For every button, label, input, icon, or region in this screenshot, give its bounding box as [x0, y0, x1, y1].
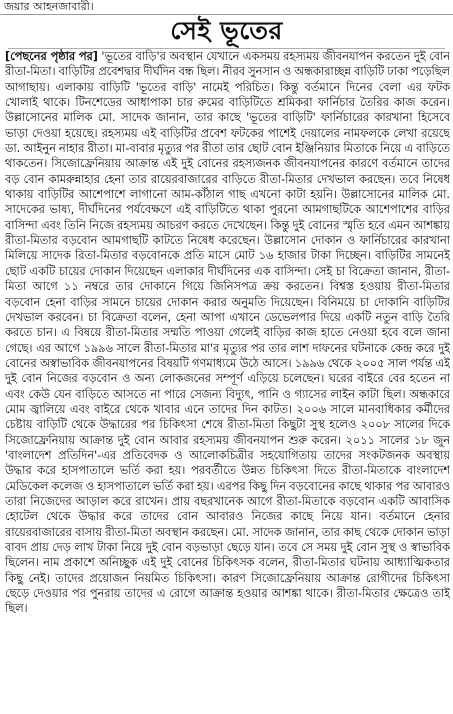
article-body	[5, 49, 450, 714]
continued-from-label: [পেছনের পৃষ্ঠার পর]	[5, 50, 98, 63]
previous-article-tail: জয়ার আহনজাবারী।	[4, 0, 94, 13]
article-headline: সেই ভূতের	[170, 16, 283, 45]
article-text: 'ভূতের বাড়ি'র অবস্থান যেখানে একসময় রহস্যময় জীবনযাপন করতেন দুই বোন রীতা-মিতা। বাড়িটির প্রবেশদ্বার দীর্ঘদিন বন্ধ ছিল। নীরব সুনসান ও অন্ধকারাচ্ছন্ন বাড়িটি ঢাকা পড়েছিল আগাছায়। এলাকায় বাড়িটি 'ভূতের বাড়ি' নামেই পরিচিত। কিন্তু বর্তমানে দিনের বেলা এর ফটক খোলাই থাকে। টিনশেডের আধাপাকা চার রুমের বাড়িটিতে শ্রমিকরা ফার্নিচার তৈরির কাজ করেন। উল্লাসোনের মালিক মো. সাদেক জানান, তার কাছে 'ভূতের বাড়িটি' ফার্নিচারের কারখানা হিসেবে ভাড়া দেওয়া হয়েছে। রহস্যময় এই বাড়িটির প্রবেশ ফটকের পাশেই দেয়ালের নামফলকে লেখা রয়েছে ডা. আইনুন নাহার রীতা। মা-বাবার মৃত্যুর পর রীতা তার ছোট বোন ইঞ্জিনিয়ার মিতাকে নিয়ে এ বাড়িতে থাকতেন। সিজোফ্রেনিয়ায় আক্রান্ত এই দুই বোনের রহস্যজনক জীবনযাপনের কারণে বর্তমানে তাদের বড় বোন কামরুন্নাহার হেনা তার রায়েরবাজারের বাড়িতে রীতা-মিতার দেখভাল করছেন। তবে নিষেধ থাকায় বাড়িটির আশেপাশে লাগানো আম-কাঁঠাল গাছ এখনো কাটা হয়নি। উল্লাসোনের মালিক মো. সাদেকের ভাষ্য, দীর্ঘদিনের পর্যবেক্ষণে এই বাড়িটিতে থাকা পুরনো আমগাছটিকে আশেপাশের বাড়ির বাসিন্দা এবং তিনি নিজে রহস্যময় আচরণ করতে দেখেছেন। কিন্তু দুই বোনের স্মৃতি হবে এমন আশঙ্কায় রীতা-মিতার বড়বোন আমগাছটি কাটতে নিষেধ করেছেন। উল্লাসোন দোকান ও ফার্নিচারের কারখানা মিলিয়ে সাদেক রিতা-মিতার বড়বোনকে প্রতি মাসে মোট ১৬ হাজার টাকা দিচ্ছেন। বাড়িটির সামনেই ছোট একটি চায়ের দোকান দিয়েছেন এলাকার দীর্ঘদিনের এক বাসিন্দা। সেই চা বিক্রেতা জানান, রীতা-মিতা আগে ১১ নম্বরে তার দোকানে গিয়ে জিনিসপত্র ক্রয় করতেন। বিশ্বস্ত হওয়ায় রীতা-মিতার বড়বোন হেনা বাড়ির সামনে চায়ের দোকান করার অনুমতি দিয়েছেন। বিনিময়ে চা দোকানি বাড়িটির দেখভাল করবেন। চা বিক্রেতা বলেন, হেনা আপা এখানে ডেভেলপার দিয়ে একটি নতুন বাড়ি তৈরি করতে চান। এ বিষয়ে রীতা-মিতার সম্মতি পাওয়া গেলেই বাড়ির কাজ হাতে নেওয়া হবে বলে জানা গেছে। এর আগে ১৯৯৬ সালে রীতা-মিতার মা'র মৃত্যুর পর তার লাশ দাফনের ঘটনাকে কেন্দ্র করে দুই বোনের অস্বাভাবিক জীবনযাপনের বিষয়টি গণমাধ্যমে উঠে আসে। ১৯৯৬ থেকে ২০০৫ সাল পর্যন্ত এই দুই বোন নিজের বড়বোন ও অন্য লোকজনের সম্পূর্ণ এড়িয়ে চলেছেন। ঘরের বাইরে বের হতেন না এবং কেউ যেন বাড়িতে আসতে না পারে সেজন্য বিদ্যুৎ, পানি ও গ্যাসের লাইন কাটা ছিল। অন্ধকারে মোম জ্বালিয়ে এবং বাইরে থেকে খাবার এনে তাদের দিন কাটত। ২০০৬ সালে মানবাধিকার কর্মীদের চেষ্টায় বাড়িটি থেকে উদ্ধারের পর চিকিৎসা শেষে রীতা-মিতা কিছুটা সুস্থ হলেও ২০০৮ সালের দিকে সিজোফ্রেনিয়ায় আক্রান্ত দুই বোন আবার রহস্যময় জীবনযাপন শুরু করেন। ২০১১ সালের ১৮ জুন 'বাংলাদেশ প্রতিদিন'-এর প্রতিবেদক ও আলোকচিত্রীর সহযোগিতায় তাদের সংকটজনক অবস্থায় উদ্ধার করে হাসপাতালে ভর্তি করা হয়। পরবর্তীতে উন্নত চিকিৎসা দিতে রীতা-মিতাকে বাংলাদেশ মেডিকেল কলেজ ও হাসপাতালে ভর্তি করা হয়। এরপর কিছু দিন বড়বোনের কাছে থাকার পর আবারও তারা নিজেদের আড়াল করে রাখেন। প্রায় বছরখানেক আগে রীতা-মিতাকে বড়বোন একটি আবাসিক হোটেল থেকে উদ্ধার করে তাদের বোন আবারও নিজের কাছে নিয়ে যান। বর্তমানে হেনার রায়েরবাজারের বাসায় রীতা-মিতা অবস্থান করছেন। মো. সাদেক জানান, তার কাছ থেকে দোকান ভাড়া বাবদ প্রায় দেড় লাখ টাকা নিয়ে দুই বোন বড়ভাড়া ছেড়ে যান। তবে সে সময় দুই বোন সুস্থ ও স্বাভাবিক ছিলেন। নাম প্রকাশে অনিচ্ছুক এই দুই বোনের চিকিৎসক বলেন, রীতা-মিতার ঘটনায় আধ্যাত্মিকতার কিছু নেই। তাদের প্রয়োজন নিয়মিত চিকিৎসা। কারণ সিজোফ্রেনিয়ায় আক্রান্ত রোগীদের চিকিৎসা ছেড়ে দেওয়ার পর পুনরায় তাদের এ রোগে আক্রান্ত হওয়ার আশঙ্কা থাকে। রীতা-মিতার ক্ষেত্রেও তাই ছিল।	[5, 50, 450, 616]
article-paragraph	[5, 49, 450, 617]
